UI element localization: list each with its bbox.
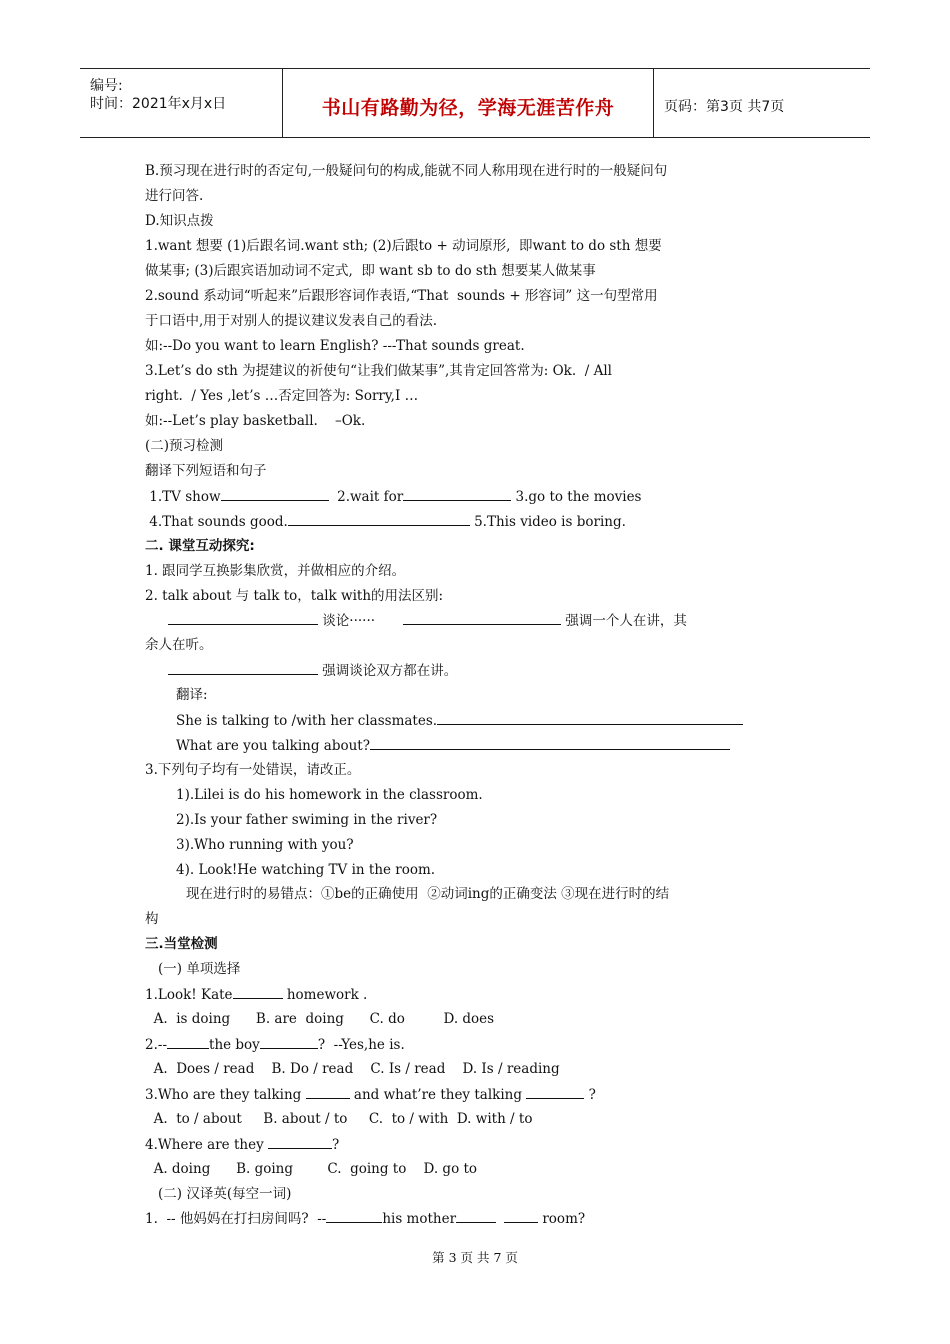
text-line: 2).Is your father swiming in the river? (176, 812, 438, 828)
page-header (80, 68, 870, 138)
section-heading: 二. 课堂互动探究: (145, 538, 255, 554)
question-text: 4.Where are they (145, 1137, 268, 1153)
exercise-prompt: 2.wait for (328, 489, 404, 505)
text-line: 1.want 想要 (1)后跟名词.want sth; (2)后跟to + 动词原形, 即want to do sth 想要 (145, 238, 662, 254)
question-text: 1.Look! Kate (145, 987, 233, 1003)
page-footer: 第 3 页 共 7 页 (432, 1250, 518, 1265)
exercise-prompt: 3.go to the movies (511, 489, 642, 505)
answer-blank[interactable] (526, 1084, 584, 1099)
header-page-cell (654, 69, 870, 137)
question-line (145, 1034, 405, 1055)
answer-blank[interactable] (268, 1134, 332, 1149)
header-motto-cell (283, 69, 654, 137)
text-line: B.预习现在进行时的否定句,一般疑问句的构成,能就不同人称用现在进行时的一般疑问句 (145, 163, 668, 179)
exercise-line (145, 486, 642, 507)
motto-text: 书山有路勤为径，学海无涯苦作舟 (321, 97, 615, 119)
text-line: 于口语中,用于对别人的提议建议发表自己的看法. (145, 313, 438, 329)
answer-blank[interactable] (326, 1208, 382, 1223)
text-line: 余人在听。 (145, 637, 213, 653)
text-line: 翻译: (176, 687, 208, 703)
exercise-line (168, 660, 457, 681)
text-line: right. / Yes ,let’s …否定回答为: Sorry,I … (145, 388, 419, 404)
question-text: ? --Yes,he is. (317, 1037, 405, 1053)
text-line: 如:--Let’s play basketball. –Ok. (145, 413, 366, 429)
exercise-line (176, 710, 743, 731)
subsection-heading: (二) 汉译英(每空一词) (158, 1186, 292, 1202)
question-line (145, 1084, 596, 1105)
question-text: his mother (382, 1211, 457, 1227)
header-info-cell (80, 69, 283, 137)
subsection-heading: (一) 单项选择 (158, 961, 241, 977)
answer-blank[interactable] (437, 710, 743, 725)
answer-blank[interactable] (168, 610, 318, 625)
answer-blank[interactable] (306, 1084, 350, 1099)
answer-blank[interactable] (403, 486, 511, 501)
question-text: room? (538, 1211, 586, 1227)
text-line: 构 (145, 911, 159, 927)
options-line: A. to / about B. about / to C. to / with D. with / to (145, 1111, 533, 1127)
exercise-line (145, 511, 626, 532)
text-line: 3).Who running with you? (176, 837, 354, 853)
exercise-prompt: She is talking to /with her classmates. (176, 713, 438, 729)
options-line: A. Does / read B. Do / read C. Is / read D. Is / reading (145, 1061, 560, 1077)
question-line (145, 1134, 339, 1155)
answer-blank[interactable] (233, 984, 283, 999)
question-line (145, 984, 367, 1005)
page-info: 页码：第3页 共7页 (664, 99, 785, 115)
question-text: 3.Who are they talking (145, 1087, 306, 1103)
question-text: 2.-- (145, 1037, 168, 1053)
exercise-prompt: 1.TV show (145, 489, 221, 505)
exercise-prompt: 5.This video is boring. (469, 514, 626, 530)
exercise-prompt: 强调一个人在讲，其 (561, 613, 687, 629)
text-line: 现在进行时的易错点：①be的正确使用 ②动词ing的正确变法 ③现在进行时的结 (186, 886, 670, 902)
text-line: 如:--Do you want to learn English? ---That sounds great. (145, 338, 525, 354)
answer-blank[interactable] (168, 660, 318, 675)
text-line: 4). Look!He watching TV in the room. (176, 862, 436, 878)
text-line: 1. 跟同学互换影集欣赏，并做相应的介绍。 (145, 563, 406, 579)
text-line: 3.Let’s do sth 为提建议的祈使句“让我们做某事”,其肯定回答常为: Ok. / All (145, 363, 612, 379)
text-line: 翻译下列短语和句子 (145, 463, 267, 479)
exercise-prompt: 谈论······ (318, 613, 376, 629)
exercise-prompt: 4.That sounds good. (145, 514, 288, 530)
answer-blank[interactable] (456, 1208, 496, 1223)
answer-blank[interactable] (221, 486, 329, 501)
question-text: 1. -- 他妈妈在打扫房间吗? -- (145, 1211, 327, 1227)
section-heading: (二)预习检测 (145, 438, 224, 454)
answer-blank[interactable] (260, 1034, 318, 1049)
section-heading: 三.当堂检测 (145, 936, 218, 952)
text-line: 3.下列句子均有一处错误，请改正。 (145, 762, 361, 778)
document-number-label: 编号: (90, 78, 123, 94)
text-line: 进行问答. (145, 188, 204, 204)
text-line: D.知识点拨 (145, 213, 214, 229)
question-text: ? (584, 1087, 596, 1103)
answer-blank[interactable] (288, 511, 470, 526)
question-text: homework . (282, 987, 368, 1003)
text-line: 1).Lilei is do his homework in the classroom. (176, 787, 483, 803)
document-date-label: 时间：2021年x月x日 (90, 96, 227, 112)
question-line (145, 1208, 585, 1229)
answer-blank[interactable] (504, 1208, 538, 1223)
options-line: A. doing B. going C. going to D. go to (145, 1161, 478, 1177)
answer-blank[interactable] (403, 610, 561, 625)
exercise-line (168, 610, 687, 631)
text-line: 2.sound 系动词“听起来”后跟形容词作表语,“That sounds + 形容词” 这一句型常用 (145, 288, 658, 304)
question-text: ? (331, 1137, 340, 1153)
exercise-line (176, 735, 730, 756)
question-text: and what’re they talking (349, 1087, 527, 1103)
question-text: the boy (209, 1037, 260, 1053)
exercise-prompt: What are you talking about? (176, 738, 370, 754)
text-line: 做某事; (3)后跟宾语加动词不定式, 即 want sb to do sth 想要某人做某事 (145, 263, 596, 279)
options-line: A. is doing B. are doing C. do D. does (145, 1011, 495, 1027)
text-line: 2. talk about 与 talk to，talk with的用法区别: (145, 588, 444, 604)
exercise-prompt: 强调谈论双方都在讲。 (318, 663, 458, 679)
answer-blank[interactable] (370, 735, 730, 750)
answer-blank[interactable] (167, 1034, 209, 1049)
